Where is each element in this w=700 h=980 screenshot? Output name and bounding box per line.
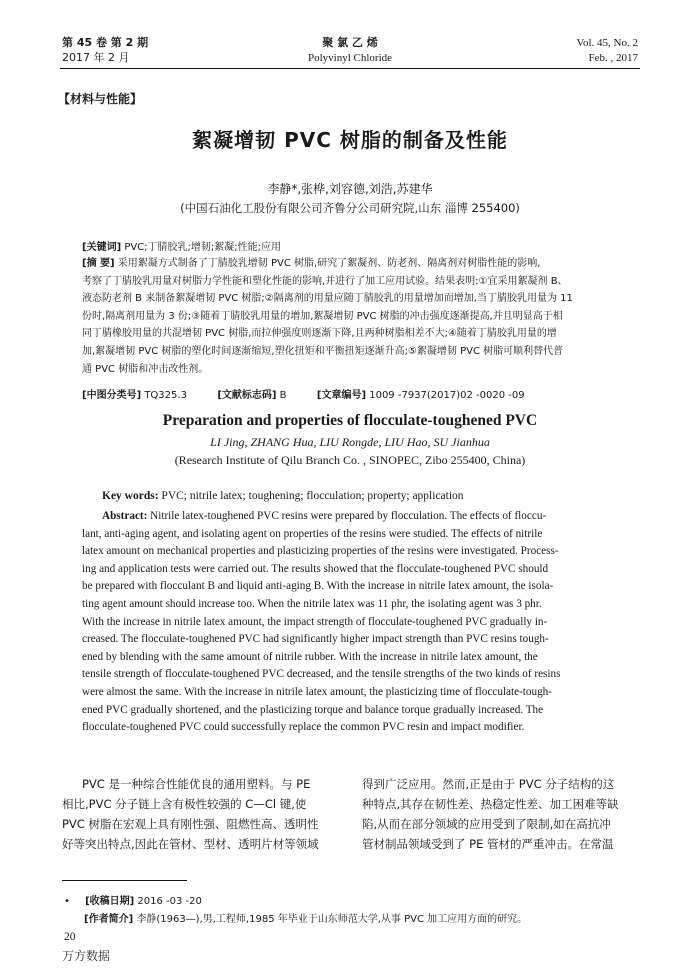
abstract-cn-line	[82, 255, 622, 273]
keywords-cn	[82, 238, 281, 253]
article-id-value: 1009 -7937(2017)02 -0020 -09	[369, 390, 525, 401]
abstract-cn-line: 份时,隔离剂用量为 3 份;③随着丁腈胶乳用量的增加,絮凝增韧 PVC 树脂的冲击强度逐渐提高,并且明显高于相	[82, 310, 563, 322]
journal-name-cn: 聚 氯 乙 烯	[322, 36, 378, 49]
abstract-en-line: were almost the same. With the increase in nitrile latex amount, the plasticizing time of flocculate-tough-	[82, 685, 552, 698]
doc-code-label: [文献标志码]	[217, 390, 277, 401]
body-left-column	[62, 774, 344, 854]
abstract-en-first-line: Nitrile latex-toughened PVC resins were prepared by flocculation. The effects of floccu-	[150, 510, 547, 522]
abstract-en-line: ing and application tests were carried out. The results showed that the flocculate-toughened PVC should	[82, 562, 549, 575]
body-line: 得到广泛应用。然而,正是由于 PVC 分子结构的这	[362, 777, 615, 791]
keywords-en-label: Key words:	[102, 490, 159, 502]
abstract-cn-label: [摘 要]	[82, 258, 115, 269]
abstract-cn-line: 通 PVC 树脂和冲击改性剂。	[82, 363, 209, 375]
bullet-icon: •	[64, 896, 70, 907]
abstract-en-line: ened by blending with the same amount of nitrile rubber. With the increase in nitrile latex amount, the	[82, 650, 538, 663]
abstract-en-line: ened PVC gradually shortened, and the plasticizing torque and balance torque gradually increased. The	[82, 703, 544, 716]
abstract-en-line: With the increase in nitrile latex amount, the impact strength of flocculate-toughened PVC gradually in-	[82, 615, 548, 628]
body-right-column	[362, 774, 644, 854]
bio-label: [作者简介]	[84, 914, 134, 925]
keywords-en-text: PVC; nitrile latex; toughening; flocculation; property; application	[161, 490, 464, 502]
abstract-cn-line-text: 采用絮凝方式制备了丁腈胶乳增韧 PVC 树脂,研究了絮凝剂、防老剂、隔离剂对树脂性能的影响,	[117, 258, 541, 269]
title-cn: 絮凝增韧 PVC 树脂的制备及性能	[192, 128, 508, 152]
clc-value: TQ325.3	[144, 390, 187, 401]
abstract-en-line: latex amount on mechanical properties and plasticizing properties of the resins were investigated. Process-	[82, 545, 559, 558]
body-line: 好等突出特点,因此在管材、型材、透明片材等领域	[62, 837, 319, 851]
abstract-en-line: creased. The flocculate-toughened PVC had significantly higher impact strength than PVC resins tough-	[82, 633, 549, 646]
body-line: PVC 树脂在宏观上具有刚性强、阻燃性高、透明性	[62, 817, 319, 831]
abstract-en-line: lant, anti-aging agent, and isolating agent on properties of the resins were studied. The effects of nitrile	[82, 527, 543, 540]
received-date	[64, 892, 202, 907]
date-en: Feb. , 2017	[588, 52, 638, 64]
affiliation-en: (Research Institute of Qilu Branch Co. , SINOPEC, Zibo 255400, China)	[174, 453, 526, 467]
journal-volume-issue: 第 45 卷 第 2 期	[62, 36, 149, 49]
abstract-cn-line: 液态防老剂 B 来制备絮凝增韧 PVC 树脂;②隔离剂的用量应随丁腈胶乳的用量增加而增加,当丁腈胶乳用量为 11	[82, 293, 573, 305]
section-tag: 【材料与性能】	[58, 92, 143, 106]
abstract-en-label: Abstract:	[102, 510, 148, 522]
header-rule	[60, 68, 640, 69]
affiliation-cn: (中国石油化工股份有限公司齐鲁分公司研究院,山东 淄博 255400)	[180, 201, 520, 215]
author-bio	[84, 910, 527, 925]
watermark: 万方数据	[62, 949, 111, 963]
keywords-cn-label: [关键词]	[82, 242, 122, 253]
body-line: 种特点,其存在韧性差、热稳定性差、加工困难等缺	[362, 797, 619, 811]
clc-label: [中图分类号]	[82, 390, 142, 401]
keywords-en	[102, 490, 464, 502]
received-label: [收稿日期]	[85, 896, 135, 907]
page-number: 20	[64, 931, 76, 943]
abstract-cn-line: 考察了丁腈胶乳用量对树脂力学性能和塑化性能的影响,并进行了加工应用试验。结果表明:①宜采用絮凝剂 B、	[82, 275, 568, 287]
abstract-en-line: be prepared with flocculant B and liquid anti-aging B. With the increase in nitrile latex amount, the isola-	[82, 580, 554, 593]
title-en: Preparation and properties of flocculate-toughened PVC	[162, 412, 538, 429]
abstract-cn-line: 加,絮凝增韧 PVC 树脂的塑化时间逐渐缩短,塑化扭矩和平衡扭矩逐渐升高;⑤絮凝增韧 PVC 树脂可顺利替代普	[82, 345, 564, 357]
bio-value: 李静(1963—),男,工程师,1985 年毕业于山东师范大学,从事 PVC 加工应用方面的研究。	[136, 914, 528, 925]
abstract-cn	[82, 255, 622, 378]
body-line: 管材制品领域受到了 PE 管材的严重冲击。在常温	[362, 837, 614, 851]
abstract-en-line	[82, 508, 624, 526]
body-line: 陷,从而在部分领域的应用受到了限制,如在高抗冲	[362, 817, 611, 831]
journal-name-en: Polyvinyl Chloride	[307, 52, 393, 64]
body-line: PVC 是一种综合性能优良的通用塑料。与 PE	[82, 777, 311, 791]
abstract-en-line: flocculate-toughened PVC could successfully replace the common PVC resin and impact modifier.	[82, 721, 525, 734]
keywords-cn-text: PVC;丁腈胶乳;增韧;絮凝;性能;应用	[124, 242, 282, 253]
abstract-en-line: ting agent amount should increase too. When the nitrile latex was 11 phr, the isolating agent was 3 phr.	[82, 597, 542, 610]
authors-cn: 李静*,张桦,刘容德,刘浩,苏建华	[267, 182, 433, 196]
article-id-label: [文章编号]	[316, 390, 367, 401]
journal-date: 2017 年 2 月	[62, 51, 130, 64]
authors-en: LI Jing, ZHANG Hua, LIU Rongde, LIU Hao, SU Jianhua	[210, 435, 490, 449]
received-value: 2016 -03 -20	[137, 896, 202, 907]
body-line: 相比,PVC 分子链上含有极性较强的 C—Cl 键,使	[62, 797, 307, 811]
volume-number-en: Vol. 45, No. 2	[576, 37, 638, 49]
abstract-en-line: tensile strength of flocculate-toughened PVC decreased, and the tensile strengths of the two kinds of resins	[82, 668, 561, 681]
abstract-cn-line: 同丁腈橡胶用量的共混增韧 PVC 树脂,而拉伸强度则逐渐下降,且两种树脂相差不大;④随着丁腈胶乳用量的增	[82, 328, 557, 340]
abstract-en	[82, 508, 624, 737]
classification-line	[82, 386, 525, 401]
footnote-rule	[62, 880, 187, 881]
doc-code-value: B	[279, 390, 287, 401]
